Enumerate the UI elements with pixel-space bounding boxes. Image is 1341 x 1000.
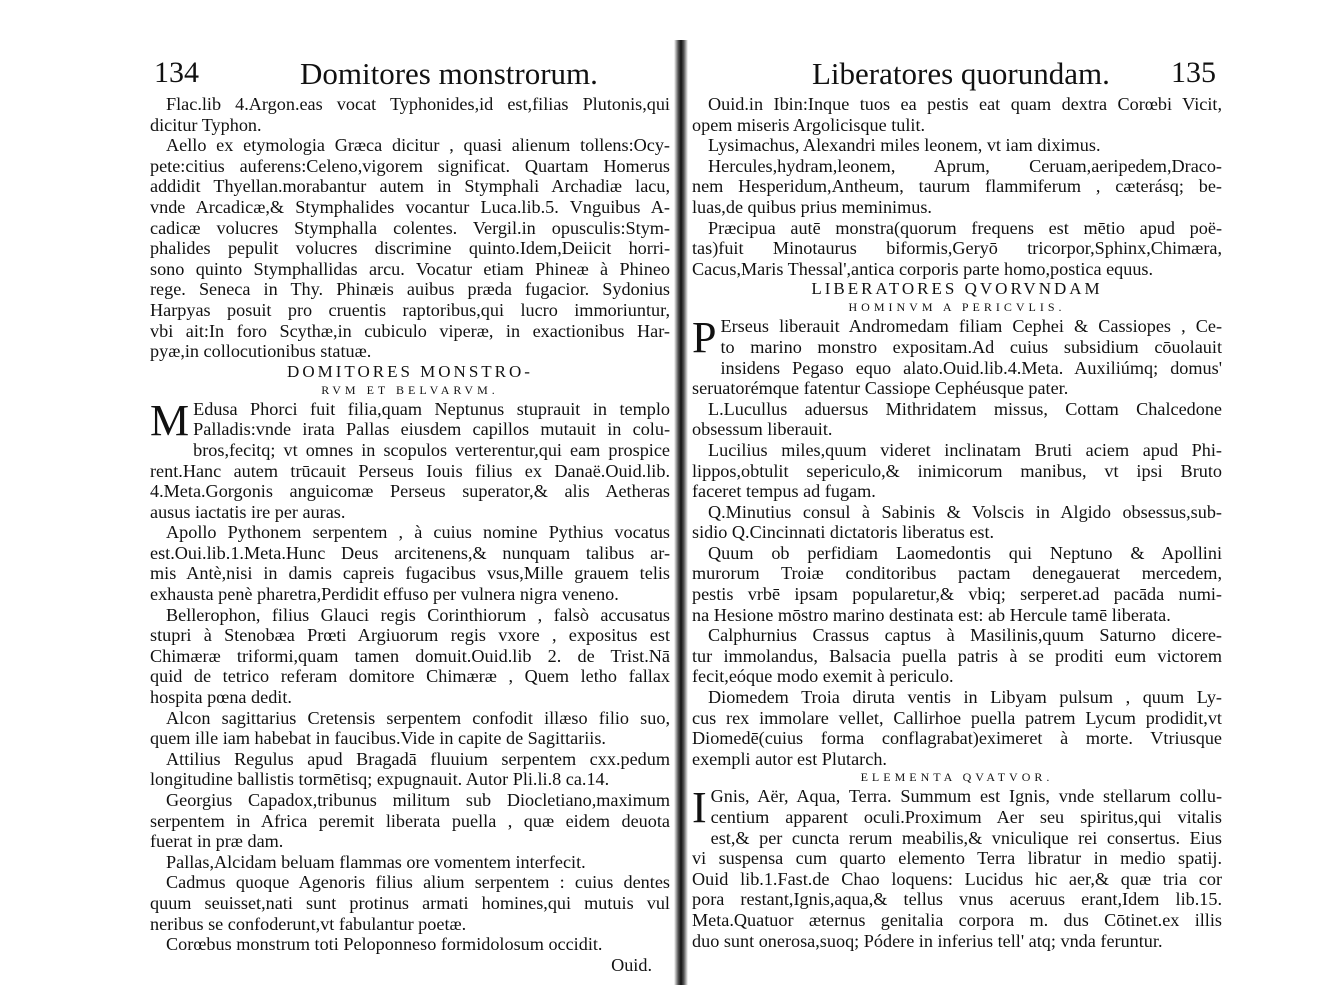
left-running-head (150, 50, 670, 94)
paragraph (692, 543, 1222, 625)
text-line: Gnis, Aër, Aqua, Terra. Summum est Ignis, vnde stellarum collu- (710, 786, 1222, 807)
paragraph (692, 313, 1222, 399)
text-line: nem Hesperidum,Antheum, taurum flammiferum , cæterásq; be- (692, 176, 1222, 197)
paragraph (692, 135, 1222, 156)
paragraph (692, 687, 1222, 769)
left-dropcap: M (150, 395, 190, 445)
right-dropcap-block (692, 313, 1222, 769)
text-line: rege. Seneca in Thy. Phinæis auibus præda fugacior. Sydonius (150, 279, 670, 300)
text-line: centium apparent oculi.Proximum Aer seu spiritus,qui vitalis (710, 807, 1222, 827)
paragraph (150, 395, 670, 523)
paragraph (692, 502, 1222, 543)
text-line: vi suspensa cum quarto elemento Terra libratur in medio spatij. (692, 848, 1222, 869)
text-line: Georgius Capadox,tribunus militum sub Diocletiano,maximum (166, 790, 670, 810)
text-line: phalides pepulit volucres discrimine quinto.Idem,Deiicit horri- (150, 238, 670, 259)
text-line: to marino monstro expositam.Ad cuius subsidium cōuolauit (720, 336, 1222, 357)
text-line: est.Oui.lib.1.Meta.Hunc Deus arcitenens,& nunquam talibus ar- (150, 542, 670, 563)
paragraph (150, 790, 670, 852)
left-running-title: Domitores monstrorum. (300, 56, 598, 91)
right-section2-title: ELEMENTA QVATVOR. (860, 770, 1054, 785)
text-line: longitudine ballistis tormētisq; expugnauit. Autor Pli.li.8 ca.14. (150, 769, 610, 790)
text-line: hospita pœna dedit. (150, 687, 292, 708)
text-line: lippos,obtulit sepericulo,& inimicorum manibus, vt ipsi Bruto (692, 460, 1222, 481)
paragraph (692, 440, 1222, 502)
text-line: Flac.lib 4.Argon.eas vocat Typhonides,id est,filias Plutonis,qui (166, 94, 670, 114)
text-line: murorum Troiæ conditoribus pactam denegauerat mercedem, (692, 563, 1222, 584)
text-line: Pallas,Alcidam beluam flammas ore vomentem interfecit. (166, 851, 586, 872)
text-line: stupri à Stenobæa Prœti Argiuorum regis vxore , expositus est (150, 625, 670, 646)
text-line: Ouid lib.1.Fast.de Chao loquens: Lucidus hic aer,& quæ tria cor (692, 868, 1222, 889)
paragraph (692, 156, 1222, 218)
text-line: obsessum liberauit. (692, 419, 833, 440)
text-line: bros,fecitq; vt omnes in scopulos verterentur,qui eam prospice (193, 439, 670, 460)
text-line: Erseus liberauit Andromedam filiam Cephei & Cassiopes , Ce- (720, 316, 1222, 337)
text-line: ausus iactatis ire per auras. (150, 501, 346, 522)
text-line: faceret tempus ad fugam. (692, 481, 876, 502)
text-line: sono quinto Stymphallidas arcu. Vocatur etiam Phineæ à Phineo (150, 258, 670, 279)
right-dropcap: P (692, 313, 717, 363)
paragraph (150, 749, 670, 790)
paragraph (692, 399, 1222, 440)
text-line: duo sunt onerosa,suoq; Pódere in inferius tell' atq; vnda feruntur. (692, 930, 1163, 951)
paragraph (150, 605, 670, 708)
text-line: pyæ,in collocutionibus statuæ. (150, 341, 372, 362)
text-line: na Hesione mōstro marino destinata est: ab Hercule tamē liberata. (692, 604, 1171, 625)
text-line: Calphurnius Crassus captus à Masilinis,quum Saturno dicere- (708, 625, 1222, 646)
text-line: Aello ex etymologia Græca dicitur , quasi alienum tollens:Ocy- (166, 135, 670, 156)
text-line: Diomedem Troia diruta ventis in Libyam pulsum , quum Ly- (708, 687, 1222, 708)
text-line: Ouid.in Ibin:Inque tuos ea pestis eat quam dextra Corœbi Vicit, (708, 94, 1222, 114)
text-line: Corœbus monstrum toti Peloponneso formidolosum occidit. (166, 934, 603, 955)
text-line: Bellerophon, filius Glauci regis Corinthiorum , falsò accusatus (166, 604, 670, 625)
text-line: sidio Q.Cincinnati dictatoris liberatus est. (692, 522, 995, 543)
text-line: Hercules,hydram,leonem, Aprum, Ceruam,aeripedem,Draco- (708, 155, 1222, 176)
left-section-title: DOMITORES MONSTRO- (287, 361, 533, 381)
paragraph (692, 625, 1222, 687)
left-catchword: Ouid. (611, 954, 652, 975)
left-body (150, 94, 670, 975)
text-line: Alcon sagittarius Cretensis serpentem confodit illæso filio suo, (166, 707, 670, 728)
text-line: Cadmus quoque Agenoris filius alium serpentem : cuius dentes (166, 872, 670, 893)
text-line: Chimæræ triformi,quam tamen domuit.Ouid.lib 2. de Trist.Nā (150, 645, 670, 666)
text-line: fuerat in præ dam. (150, 831, 284, 852)
text-line: cadicæ volucres Stymphalla colentes. Vergil.in opusculis:Stym- (150, 217, 670, 238)
paragraph (692, 218, 1222, 280)
text-line: Q.Minutius consul à Sabinis & Volscis in Algido obsessus,sub- (708, 501, 1222, 522)
text-line: L.Lucullus aduersus Mithridatem missus, Cottam Chalcedone (708, 398, 1222, 419)
text-line: mis Antè,nisi in damis capreis fugacibus vsus,Mille grauem telis (150, 563, 670, 584)
text-line: quum seuisset,nati sunt protinus armati homines,qui mutuis vul (150, 892, 670, 913)
text-line: exhausta penè pharetra,Perdidit effuso per vulnera nigra veneno. (150, 584, 619, 605)
text-line: Lysimachus, Alexandri miles leonem, vt iam diximus. (708, 135, 1101, 156)
text-line: luas,de quibus prius meminimus. (692, 196, 932, 217)
text-line: quid de tetrico referam domitore Chimæræ , Quem letho fallax (150, 666, 670, 687)
text-line: serpentem in Africa peremit liberata puella , quæ eidem deuota (150, 810, 670, 831)
text-line: addidit Thyellan.morabantur autem in Stymphali Archadiæ lacu, (150, 176, 670, 197)
text-line: Attilius Regulus apud Bragadā fluuium serpentem cxx.pedum (166, 748, 670, 769)
text-line: Meta.Quatuor æternus genitalia corpora m. dus Cōtinet.ex illis (692, 909, 1222, 930)
right-section-subtitle: HOMINVM A PERICVLIS. (848, 300, 1066, 315)
left-page (150, 50, 670, 980)
text-line: cus rex immolare vellet, Callirhoe puella patrem Lycum prodidit,vt (692, 707, 1222, 728)
paragraph (150, 94, 670, 135)
paragraph (150, 872, 670, 934)
paragraph (150, 522, 670, 604)
left-section-subtitle: RVM ET BELVARVM. (321, 382, 499, 397)
text-line: pestis vrbē ipsam popularetur,& vbiq; serperet.ad pacāda numi- (692, 584, 1222, 605)
text-line: neribus se confoderunt,vt fabulantur poetæ. (150, 913, 467, 934)
text-line: Diomedē(cuius forma conflagrabat)eximeret à morte. Vtriusque (692, 728, 1222, 749)
text-line: Palladis:vnde irata Pallas eiusdem capillos mutauit in colu- (193, 419, 670, 440)
text-line: Apollo Pythonem serpentem , à cuius nomine Pythius vocatus (166, 522, 670, 543)
paragraph (150, 135, 670, 362)
right-running-title: Liberatores quorundam. (812, 56, 1110, 91)
right-running-head (692, 50, 1222, 94)
text-line: rent.Hanc autem trūcauit Perseus Iouis filius ex Danaë.Ouid.lib. (150, 460, 670, 481)
text-line: 4.Meta.Gorgonis anguicomæ Perseus superator,& alis Aetheras (150, 481, 670, 502)
text-line: tur immolandus, Balsacia puella patris à se proditi eum victorem (692, 645, 1222, 666)
right-page (692, 50, 1222, 980)
right-folio: 135 (1171, 56, 1216, 89)
text-line: Quum ob perfidiam Laomedontis qui Neptuno & Apollini (708, 542, 1222, 563)
left-paragraphs-after (150, 395, 670, 955)
right-dropcap2-block (692, 783, 1222, 951)
left-paragraphs-before (150, 94, 670, 362)
paragraph (692, 783, 1222, 951)
right-paragraphs-final (692, 783, 1222, 951)
text-line: pora restant,Ignis,aqua,& tellus vnus aceruus erant,Idem lib.15. (692, 889, 1222, 910)
book-gutter (674, 40, 688, 985)
text-line: exempli autor est Plutarch. (692, 748, 887, 769)
right-section-title: LIBERATORES QVORVNDAM (811, 279, 1103, 299)
right-dropcap2: I (692, 783, 707, 833)
text-line: est,& per cuncta rerum meabilis,& vniculique rei consertus. Eius (710, 827, 1222, 848)
text-line: opem miseris Argolicisque tulit. (692, 114, 926, 135)
text-line: dicitur Typhon. (150, 114, 262, 135)
text-line: Præcipua autē monstra(quorum frequens est mētio apud poë- (708, 217, 1222, 238)
text-line: pete:citius auferens:Celeno,vigorem significat. Quartam Homerus (150, 155, 670, 176)
left-folio: 134 (154, 56, 199, 89)
text-line: fecit,eóque modo exemit à periculo. (692, 666, 954, 687)
text-line: insidens Pegaso equo alato.Ouid.lib.4.Meta. Auxiliúmq; domus' (720, 357, 1222, 378)
text-line: seruatorémque fatentur Cassiope Cephéusque pater. (692, 378, 1069, 399)
paragraph (150, 708, 670, 749)
right-paragraphs-before (692, 94, 1222, 279)
text-line: Harpyas posuit pro cruentis raptoribus,qui lucro immoriuntur, (150, 299, 670, 320)
text-line: Lucilius miles,quum videret inclinatam Bruti aciem apud Phi- (708, 439, 1222, 460)
text-line: tas)fuit Minotaurus biformis,Geryō tricorpor,Sphinx,Chimæra, (692, 238, 1222, 259)
left-dropcap-block (150, 395, 670, 955)
text-line: vbi ait:In foro Scythæ,in cubiculo viperæ, in exactionibus Har- (150, 320, 670, 341)
text-line: Edusa Phorci fuit filia,quam Neptunus stuprauit in templo (193, 398, 670, 419)
text-line: vnde Arcadicæ,& Stymphalides vocantur Luca.lib.5. Vnguibus A- (150, 196, 670, 217)
paragraph (150, 934, 670, 955)
text-line: Cacus,Maris Thessal',antica corporis parte homo,postica equus. (692, 258, 1154, 279)
paragraph (692, 94, 1222, 135)
right-paragraphs-after (692, 313, 1222, 769)
right-body (692, 94, 1222, 951)
text-line: quem ille iam habebat in faucibus.Vide in capite de Sagittariis. (150, 728, 606, 749)
paragraph (150, 852, 670, 873)
